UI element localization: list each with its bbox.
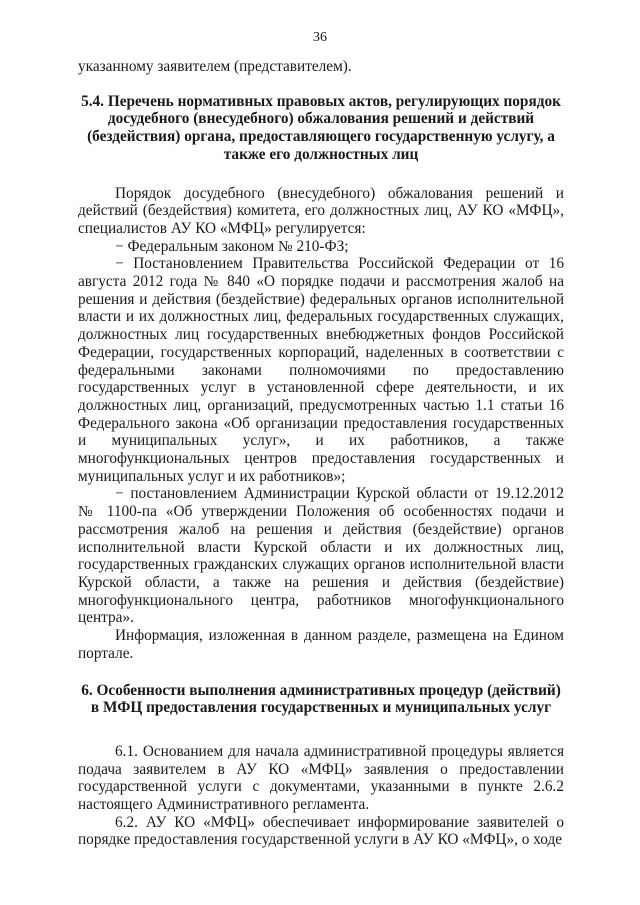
section-heading-5-4: 5.4. Перечень нормативных правовых актов, регулирующих порядок досудебного (внесудебного) обжалования решений и действий (бездействия) органа, предоставляющего государственную услугу, а также его должностных лиц xyxy=(81,92,561,163)
section-heading-6: 6. Особенности выполнения административных процедур (действий) в МФЦ предоставления государственных и муниципальных услуг xyxy=(81,681,561,717)
paragraph-continuation: указанному заявителем (представителем). xyxy=(78,58,352,75)
page-number: 36 xyxy=(313,30,327,45)
list-item-government-decree: − Постановлением Правительства Российской Федерации от 16 августа 2012 года № 840 «О порядке подачи и рассмотрения жалоб на решения и действия (бездействие) федеральных органов исполнительной власти и их должностных лиц, федеральных государственных служащих, должностных лиц государственных внебюджетных фондов Российской Федерации, государственных корпораций, наделенных в соответствии с федеральными законами полномочиями по предоставлению государственных услуг в установленной сфере деятельности, и их должностных лиц, организаций, предусмотренных частью 1.1 статьи 16 Федерального закона «Об организации предоставления государственных и муниципальных услуг», и их работников, а также многофункциональных центров предоставления государственных и муниципальных услуг и их работников»; xyxy=(78,255,564,485)
list-item-kursk-decree: − постановлением Администрации Курской области от 19.12.2012 № 1100-па «Об утверждении Положения об особенностях подачи и рассмотрения жалоб на решения и действия (бездействие) органов исполнительной власти Курской области и их должностных лиц, государственных гражданских служащих органов исполнительной власти Курской области, а также на решения и действия (бездействие) многофункционального центра, работников многофункционального центра». xyxy=(78,485,564,627)
paragraph-6-2: 6.2. АУ КО «МФЦ» обеспечивает информирование заявителей о порядке предоставления государственной услуги в АУ КО «МФЦ», о ходе xyxy=(78,813,564,849)
paragraph-intro: Порядок досудебного (внесудебного) обжалования решений и действий (бездействия) комитета, его должностных лиц, АУ КО «МФЦ», специалистов АУ КО «МФЦ» регулируется: xyxy=(78,184,564,237)
paragraph-portal-info: Информация, изложенная в данном разделе, размещена на Едином портале. xyxy=(78,627,564,662)
paragraph-6-1: 6.1. Основанием для начала административной процедуры является подача заявителем в АУ КО «МФЦ» заявления о предоставлении государственной услуги с документами, указанными в пункте 2.6.2 настоящего Административного регламента. xyxy=(78,742,564,814)
document-body xyxy=(78,58,564,849)
list-item-federal-law: − Федеральным законом № 210-ФЗ; xyxy=(115,237,349,255)
